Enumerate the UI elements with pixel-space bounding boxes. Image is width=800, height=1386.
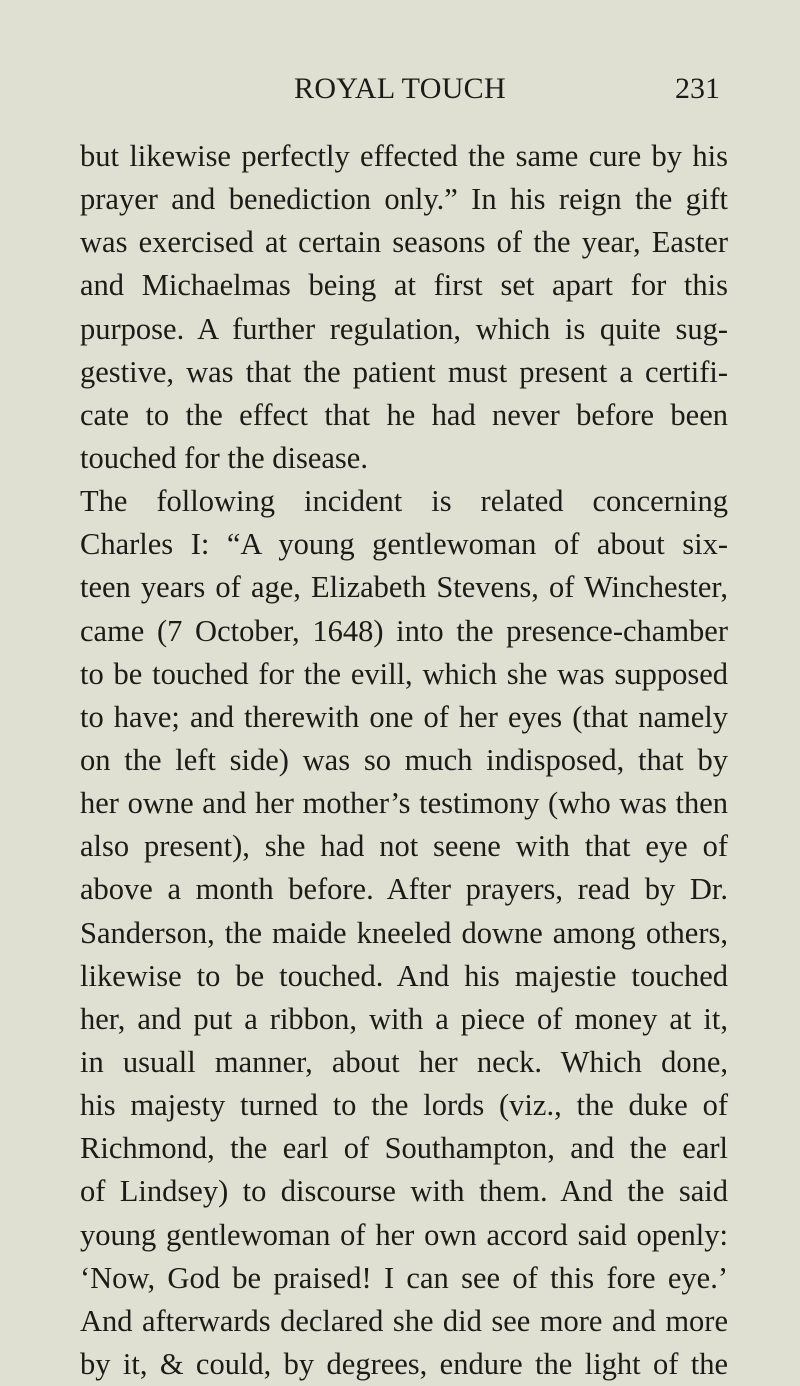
text-line: her owne and her mother’s testimony (who was then bbox=[80, 786, 728, 821]
running-head-title: ROYAL TOUCH bbox=[294, 72, 506, 105]
text-line: The following incident is related concerning bbox=[80, 484, 728, 519]
text-line: was exercised at certain seasons of the year, Easter bbox=[80, 225, 728, 260]
text-line: prayer and benediction only.” In his reign the gift bbox=[80, 182, 728, 217]
text-line: but likewise perfectly effected the same cure by his bbox=[80, 139, 728, 173]
text-line: touched for the disease. bbox=[80, 440, 368, 475]
text-line: And afterwards declared she did see more and more bbox=[80, 1303, 728, 1338]
text-line: in usuall manner, about her neck. Which done, bbox=[80, 1044, 728, 1079]
text-line: came (7 October, 1648) into the presence-chamber bbox=[80, 613, 728, 648]
text-line: gestive, was that the patient must present a certifi- bbox=[80, 354, 728, 389]
text-line: purpose. A further regulation, which is quite sug- bbox=[80, 311, 728, 346]
text-line: Richmond, the earl of Southampton, and the earl bbox=[80, 1131, 728, 1166]
text-line: to have; and therewith one of her eyes (that namely bbox=[80, 699, 728, 734]
page-number: 231 bbox=[675, 72, 720, 105]
text-line: to be touched for the evill, which she was supposed bbox=[80, 656, 728, 691]
text-line: and Michaelmas being at first set apart for this bbox=[80, 268, 728, 303]
text-line: teen years of age, Elizabeth Stevens, of Winchester, bbox=[80, 570, 728, 605]
text-line: of Lindsey) to discourse with them. And the said bbox=[80, 1174, 728, 1209]
text-line: cate to the effect that he had never before been bbox=[80, 397, 728, 432]
text-line: ‘Now, God be praised! I can see of this fore eye.’ bbox=[80, 1260, 728, 1295]
text-line: his majesty turned to the lords (viz., the duke of bbox=[80, 1088, 728, 1123]
text-line: Sanderson, the maide kneeled downe among others, bbox=[80, 915, 728, 950]
body-text bbox=[80, 135, 728, 1386]
text-line: also present), she had not seene with that eye of bbox=[80, 829, 728, 864]
text-line: by it, & could, by degrees, endure the light of the bbox=[80, 1346, 728, 1381]
running-head bbox=[80, 72, 720, 112]
text-line: likewise to be touched. And his majestie touched bbox=[80, 958, 728, 993]
text-line: on the left side) was so much indisposed, that by bbox=[80, 742, 728, 777]
text-line: Charles I: “A young gentlewoman of about six- bbox=[80, 527, 728, 562]
text-line: above a month before. After prayers, read by Dr. bbox=[80, 872, 728, 907]
text-line: her, and put a ribbon, with a piece of money at it, bbox=[80, 1001, 728, 1036]
text-line: young gentlewoman of her own accord said openly: bbox=[80, 1217, 728, 1252]
